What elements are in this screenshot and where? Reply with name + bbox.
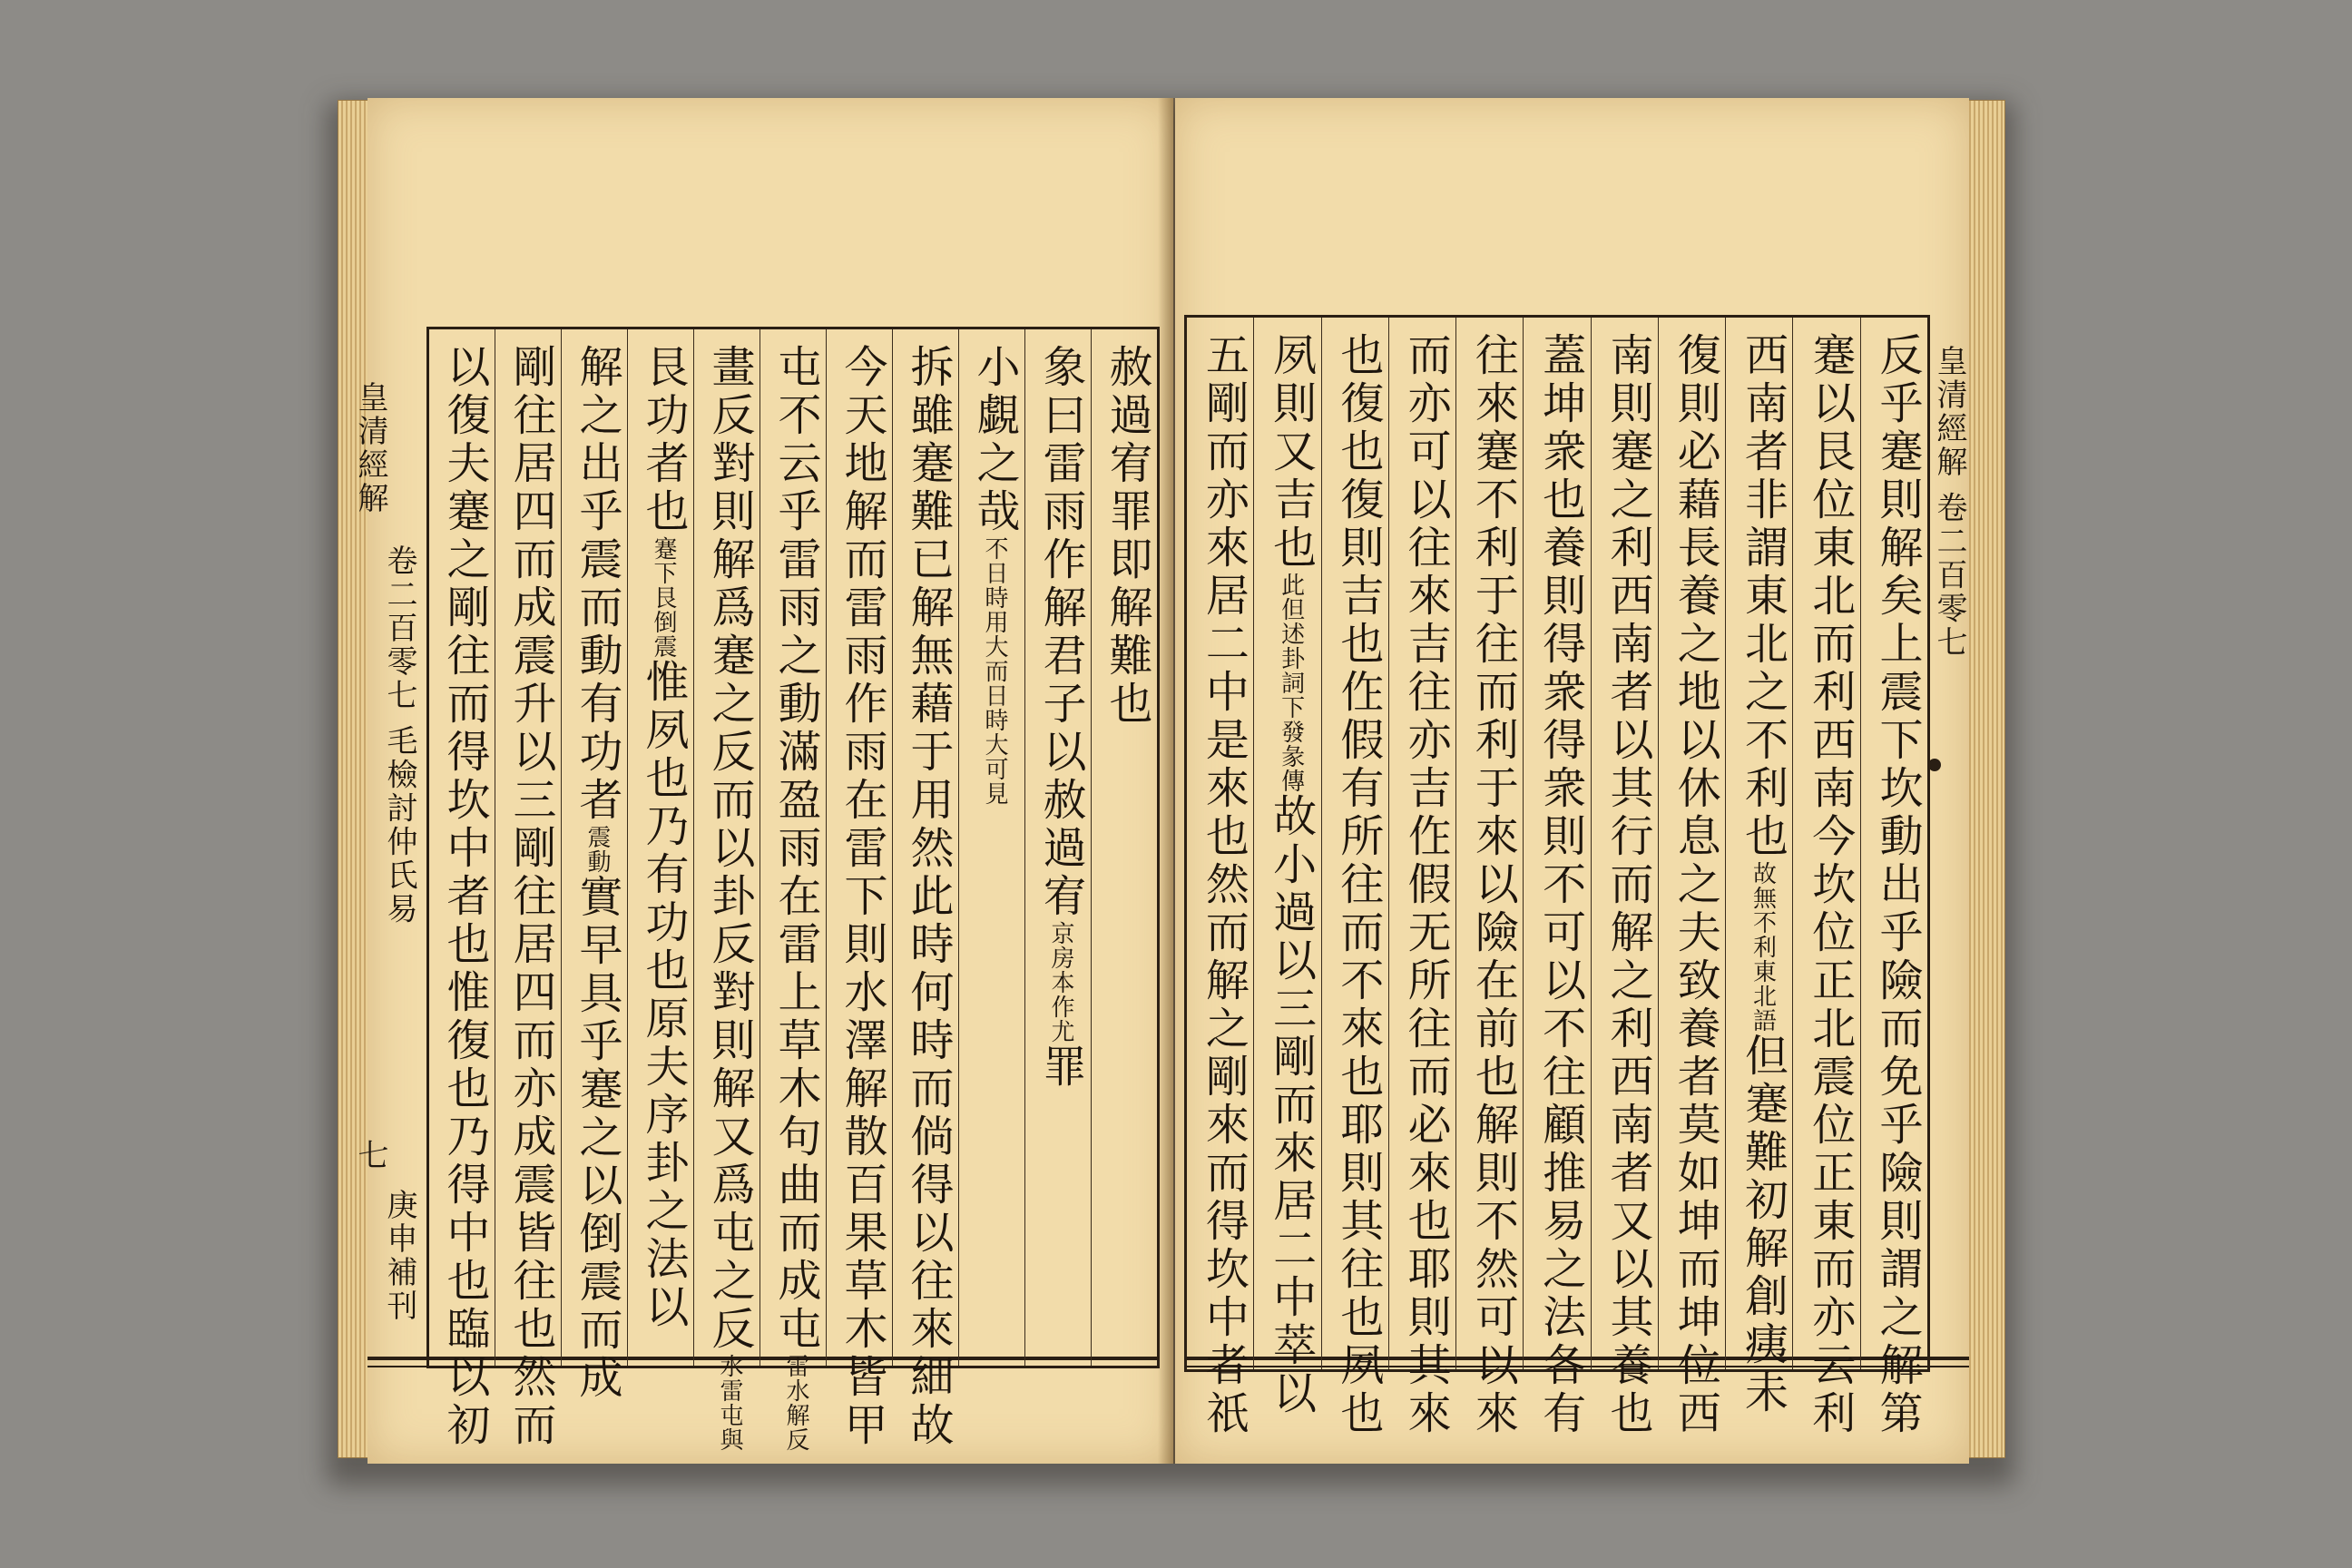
text-column — [1091, 329, 1157, 1366]
column-text: 南則蹇之利西南者以其行而解之利西南者又以其養也 — [1602, 332, 1653, 1438]
column-text: 實早具乎蹇之以倒震而成 — [572, 874, 622, 1403]
text-column — [495, 329, 561, 1450]
annotation-note: 震動 — [583, 825, 611, 874]
column-text: 以復夫蹇之剛往而得坎中者也惟復也乃得中也臨以初 — [439, 344, 490, 1450]
text-column — [1253, 318, 1320, 1418]
right-columns — [1187, 318, 1927, 1438]
text-column — [1523, 318, 1590, 1438]
annotation-note: 蹇下艮倒震 — [650, 536, 677, 659]
column-text: 剛往居四而成震升以三剛往居四而亦成震皆往也然而 — [505, 344, 556, 1450]
column-text: 解之出乎震而動有功者 — [572, 344, 622, 825]
text-column — [1187, 318, 1253, 1438]
annotation-note: 此但述卦詞下發彖傳 — [1277, 573, 1305, 793]
column-text: 反乎蹇則解矣上震下坎動出乎險而免乎險則謂之解第 — [1872, 332, 1923, 1438]
column-text: 赦過宥罪即解難也 — [1102, 344, 1152, 729]
text-column — [1388, 318, 1455, 1438]
column-text: 屯不云乎雷雨之動滿盈雨在雷上草木句曲而成屯 — [770, 344, 821, 1354]
column-text: 往來蹇不利于往而利于來以險在前也解則不然可以來 — [1467, 332, 1519, 1438]
text-column — [1321, 318, 1388, 1438]
column-text: 但蹇難初解創痍未 — [1737, 1033, 1788, 1417]
column-text: 罪 — [1035, 1044, 1086, 1092]
column-text: 也復也復則吉也㑅假有所往而不來也耶則其往也夙也 — [1332, 332, 1384, 1438]
column-text: 而亦可以往來吉往亦吉㑅假无所往而必來也耶則其來 — [1400, 332, 1452, 1438]
text-column — [958, 329, 1024, 1366]
column-text: 復則必藉長養之地以休息之夫致養者莫如坤而坤位西 — [1670, 332, 1721, 1438]
text-column — [1455, 318, 1523, 1438]
text-column — [760, 329, 826, 1452]
column-text: 故小過以三剛而來居二中萃以 — [1265, 793, 1317, 1418]
annotation-note: 故無不利東北語 — [1749, 861, 1777, 1033]
left-columns — [429, 329, 1157, 1452]
margin-volume-text: 卷二百零七 — [381, 544, 417, 712]
right-page-edge — [1965, 100, 2005, 1458]
text-column — [826, 329, 892, 1450]
text-column — [1725, 318, 1792, 1417]
right-text-frame — [1184, 315, 1930, 1438]
margin-title-text: 皇清經解 — [1931, 345, 1967, 479]
text-column — [892, 329, 958, 1450]
text-column — [1591, 318, 1658, 1438]
column-text: 夙則又吉也 — [1265, 332, 1317, 573]
annotation-note: 京房本作尤 — [1047, 921, 1074, 1044]
left-text-frame — [426, 327, 1160, 1452]
column-text: 艮功者也 — [638, 344, 689, 536]
text-column — [1658, 318, 1725, 1438]
margin-title-text: 皇清經解 — [352, 381, 388, 515]
text-column — [693, 329, 760, 1452]
column-text: 西南者非謂東北之不利也 — [1737, 332, 1788, 861]
column-text: 五剛而亦來居二中是來也然而解之剛來而得坎中者祇 — [1198, 332, 1250, 1438]
margin-volume-text: 卷二百零七 — [1931, 491, 1967, 660]
column-text: 蹇以艮位東北而利西南今坎位正北震位正東而亦云利 — [1804, 332, 1856, 1438]
column-text: 畫反對則解爲蹇之反而以卦反對則解又爲屯之反 — [704, 344, 755, 1354]
text-column — [1792, 318, 1859, 1438]
right-margin-title — [1931, 345, 1967, 660]
text-column — [1860, 318, 1927, 1438]
ornament-dot — [1928, 759, 1941, 771]
annotation-note: 不日時用大而日時大可見 — [981, 536, 1008, 806]
left-margin-volume — [381, 544, 417, 926]
annotation-note: 雷水解反 — [782, 1354, 809, 1452]
margin-edition-text: 庚申補刊 — [381, 1189, 417, 1323]
column-text: 象曰雷雨作解君子以赦過宥 — [1035, 344, 1086, 921]
column-text: 小覷之哉 — [969, 344, 1020, 536]
column-text: 今天地解而雷雨作雨在雷下則水澤解散百果草木皆甲 — [837, 344, 887, 1450]
margin-page-number: 七 — [352, 1139, 388, 1172]
left-margin-page — [352, 1139, 388, 1172]
column-text: 惟夙也乃有功也原夫序卦之法以 — [638, 659, 689, 1332]
margin-author-text: 毛檢討仲氏易 — [381, 724, 417, 926]
column-text: 拆雖蹇難已解無藉于用然此時何時而倘得以往來細故 — [903, 344, 954, 1450]
text-column — [429, 329, 495, 1450]
text-column — [1024, 329, 1091, 1366]
text-column — [561, 329, 627, 1403]
text-column — [627, 329, 693, 1366]
annotation-note: 水雷屯與 — [716, 1354, 743, 1452]
left-margin-title — [352, 381, 388, 515]
column-text: 蓋坤衆也養則得衆得衆則不可以不往顧推易之法各有 — [1534, 332, 1586, 1438]
left-margin-edition — [381, 1189, 417, 1323]
